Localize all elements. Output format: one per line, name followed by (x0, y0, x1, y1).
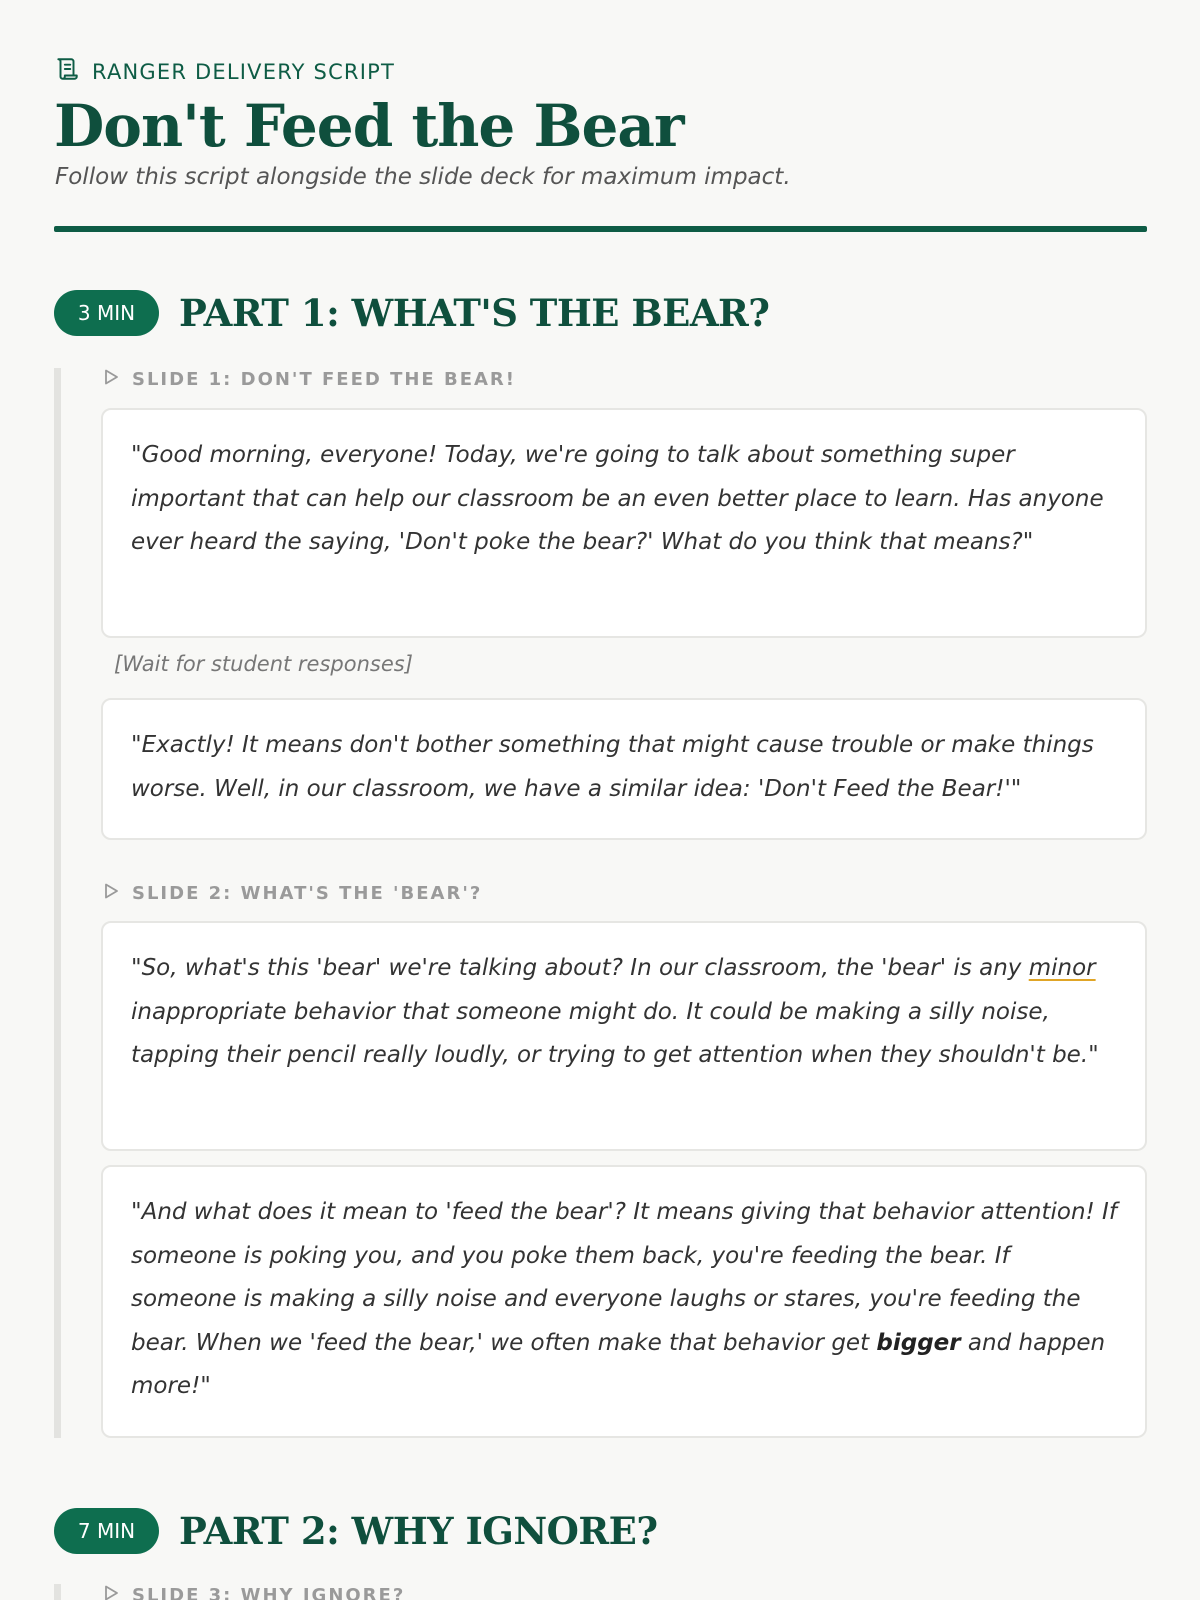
header-divider (54, 226, 1147, 232)
part-2-header (54, 1508, 658, 1554)
part-title: PART 2: WHY IGNORE? (179, 1509, 658, 1553)
stage-direction: [Wait for student responses] (114, 652, 413, 676)
play-icon (102, 1584, 120, 1600)
highlighted-word: minor (1028, 955, 1096, 981)
slide-3-label (102, 1584, 405, 1600)
script-card (101, 408, 1147, 638)
emphasis-word: bigger (876, 1329, 961, 1356)
duration-badge: 7 MIN (54, 1508, 159, 1554)
script-card (101, 1165, 1147, 1438)
play-icon (102, 882, 120, 905)
script-text (131, 955, 1099, 1068)
duration-badge: 3 MIN (54, 290, 159, 336)
eyebrow (54, 56, 395, 87)
script-text-part: inappropriate behavior that someone might do. It could be making a silly noise, tapping their pencil really loudly, or trying to get attention when they shouldn't be." (131, 998, 1099, 1068)
script-text-part: "And what does it mean to 'feed the bear'? It means giving that behavior attention! If someone is poking you, and you poke them back, you're feeding the bear. If someone is making a silly noise and everyone laughs or stares, you're feeding the bear. When we 'feed the bear,' we often make that behavior get (131, 1199, 1117, 1356)
section-rail (54, 1584, 61, 1600)
page-title: Don't Feed the Bear (54, 92, 684, 160)
part-1-section (54, 368, 1147, 1438)
script-text-part: and happen more!" (131, 1329, 1106, 1399)
script-card (101, 921, 1147, 1151)
part-title: PART 1: WHAT'S THE BEAR? (179, 291, 770, 335)
part-1-header (54, 290, 769, 336)
script-card (101, 698, 1147, 840)
eyebrow-label: RANGER DELIVERY SCRIPT (92, 59, 396, 84)
script-text-part: "So, what's this 'bear' we're talking about? In our classroom, the 'bear' is any (131, 955, 1029, 981)
slide-label-text: SLIDE 2: WHAT'S THE 'BEAR'? (132, 883, 483, 904)
script-text (131, 1199, 1117, 1399)
page-subtitle: Follow this script alongside the slide deck for maximum impact. (55, 164, 791, 190)
section-rail (54, 368, 61, 1438)
script-text: "Good morning, everyone! Today, we're going to talk about something super important that can help our classroom be an even better place to learn. Has anyone ever heard the saying, 'Don't poke the bear?' What do you think that means?" (131, 442, 1104, 555)
script-text: "Exactly! It means don't bother something that might cause trouble or make things worse. Well, in our classroom, we have a similar idea: 'Don't Feed the Bear!'" (131, 732, 1094, 802)
part-2-section (54, 1584, 1147, 1600)
slide-2-label (102, 882, 482, 905)
slide-label-text: SLIDE 3: WHY IGNORE? (132, 1585, 406, 1600)
slide-1-label (102, 368, 516, 391)
scroll-icon (54, 56, 80, 87)
slide-label-text: SLIDE 1: DON'T FEED THE BEAR! (132, 369, 517, 390)
play-icon (102, 368, 120, 391)
